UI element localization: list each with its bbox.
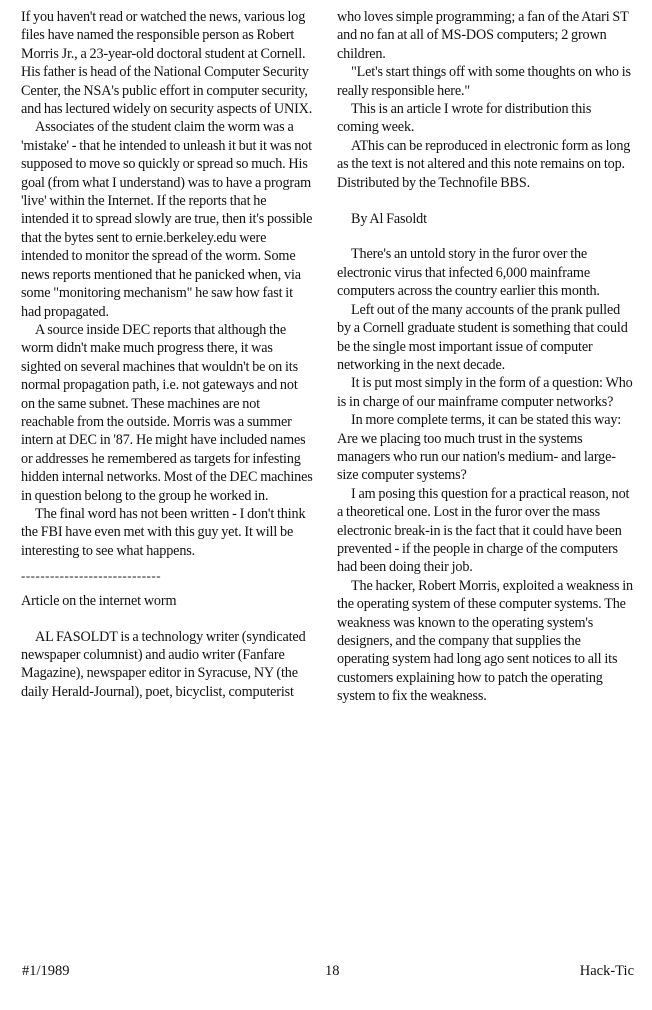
copyright-note: AThis can be reproduced in electronic form as long as the text is not altered and this note remains on top. Distributed by the Technofile BBS. bbox=[337, 137, 631, 191]
paragraph: If you haven't read or watched the news, various log files have named the responsible person as Robert Morris Jr., a 23-year-old doctoral student at Cornell. His father is head of the National Computer Security Center, the NSA's public effort in computer security, and has lectured widely on security aspects of UNIX. bbox=[21, 9, 313, 118]
author-bio: AL FASOLDT is a technology writer (syndicated newspaper columnist) and audio writer (Fanfare Magazine), newspaper editor in Syracuse, NY (the daily Herald-Journal), poet, bicyclist, computerist bbox=[21, 628, 306, 700]
author-bio-continued: who loves simple programming; a fan of the Atari ST and no fan at all of MS-DOS computers; 2 grown children. bbox=[337, 9, 629, 62]
publication-name: Hack-Tic bbox=[579, 963, 634, 979]
issue-label: #1/1989 bbox=[22, 963, 70, 979]
paragraph: Left out of the many accounts of the prank pulled by a Cornell graduate student is something that could be the single most important issue of computer networking in the next decade. bbox=[337, 301, 628, 373]
right-column bbox=[337, 8, 635, 706]
distribution-note: This is an article I wrote for distribution this coming week. bbox=[337, 101, 592, 136]
byline: By Al Fasoldt bbox=[351, 211, 427, 228]
section-divider: ----------------------------- bbox=[21, 569, 162, 584]
paragraph: The final word has not been written - I don't think the FBI have even met with this guy yet. It will be interesting to see what happens. bbox=[21, 505, 306, 559]
paragraph: I am posing this question for a practical reason, not a theoretical one. Lost in the furor over the mass electronic break-in is the fact that it could have been prevented - if the people in charge of the computers had been doing their job. bbox=[337, 485, 630, 576]
paragraph: Associates of the student claim the worm was a 'mistake' - that he intended to unleash it but it was not supposed to move so quickly or spread so much. His goal (from what I understand) was to have a program 'live' within the Internet. If the reports that he intended it to spread slowly are true, then it's possible that the bytes sent to ernie.berkeley.edu were intended to monitor the spread of the worm. Some news reports mentioned that he panicked when, via some "monitoring mechanism" he saw how fast it had propagated. bbox=[21, 119, 313, 320]
intro-quote: "Let's start things off with some thoughts on who is really responsible here." bbox=[337, 64, 631, 99]
page-footer bbox=[0, 963, 652, 987]
paragraph: The hacker, Robert Morris, exploited a weakness in the operating system of these computer systems. The weakness was known to the operating system's designers, and the company that supplies the operating system had long ago sent notices to all its customers explaining how to patch the operating system to fix the weakness. bbox=[337, 577, 633, 705]
page-number: 18 bbox=[325, 963, 340, 979]
paragraph: There's an untold story in the furor over the electronic virus that infected 6,000 mainframe computers across the country earlier this month. bbox=[337, 246, 600, 300]
paragraph: In more complete terms, it can be stated this way: Are we placing too much trust in the systems managers who run our nation's medium- and large-size computer systems? bbox=[337, 412, 622, 484]
paragraph: It is put most simply in the form of a question: Who is in charge of our mainframe computer networks? bbox=[337, 375, 633, 410]
article-title: Article on the internet worm bbox=[21, 593, 177, 610]
left-column bbox=[21, 8, 313, 701]
paragraph: A source inside DEC reports that although the worm didn't make much progress there, it was sighted on several machines that wouldn't be on its normal propagation path, i.e. not gateways and not on the same subnet. These machines are not reachable from the outside. Morris was a summer intern at DEC in '87. He might have included names or addresses he remembered as targets for infesting hidden internal networks. Most of the DEC machines in question belong to the group he worked in. bbox=[21, 321, 313, 504]
